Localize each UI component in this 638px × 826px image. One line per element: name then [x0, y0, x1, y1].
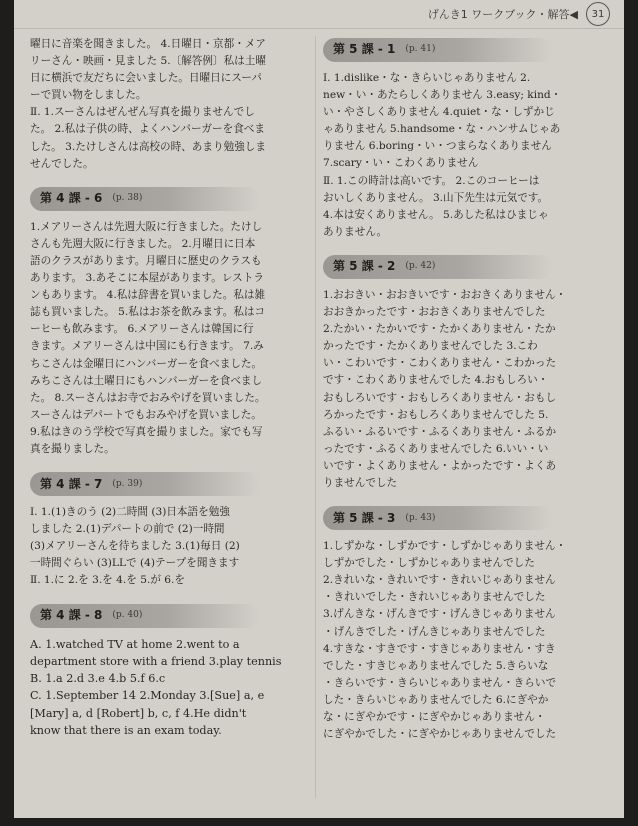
section-body-4-7 — [30, 504, 315, 589]
answer-line: おおきかったです・おおきくありませんでした — [323, 306, 546, 319]
answer-line: りませんでした — [323, 476, 398, 489]
answer-line: (3)メアリーさんを待ちました 3.(1)毎日 (2) — [30, 540, 240, 553]
section-header-4-8 — [30, 604, 260, 628]
section-header-4-6 — [30, 187, 260, 211]
answer-line: ・きれいでした・きれいじゃありませんでした — [323, 591, 546, 604]
answer-line: 7.scary・い・こわくありません — [323, 157, 479, 170]
answer-line: にぎやかでした・にぎやかじゃありませんでした — [323, 728, 557, 741]
column-divider — [315, 36, 316, 798]
answer-line: ちこさんは金曜日にハンバーガーを食べました。 — [30, 357, 263, 370]
answer-line: Ⅱ. 1.この時計は高いです。 2.このコーヒーは — [323, 174, 540, 187]
answer-line: department store with a friend 3.play tennis — [30, 654, 282, 668]
answer-line: ったです・ふるくありませんでした 6.いい・い — [323, 442, 549, 455]
page-number: 31 — [586, 2, 610, 26]
section-body-5-1 — [323, 70, 606, 241]
answer-line: 1.おおきい・おおきいです・おおきくありません・ — [323, 288, 567, 301]
answer-line: Ⅰ. 1.dislike・な・きらいじゃありません 2. — [323, 72, 531, 84]
answer-line: Ⅰ. 1.(1)きのう (2)二時間 (3)日本語を勉強 — [30, 506, 230, 519]
section-body-5-2 — [323, 287, 606, 492]
answer-line: C. 1.September 14 2.Monday 3.[Sue] a, e — [30, 689, 265, 703]
right-column — [323, 36, 606, 798]
answer-line: 2.きれいな・きれいです・きれいじゃありません — [323, 574, 556, 587]
answer-line: 1.メアリーさんは先週大阪に行きました。たけし — [30, 220, 263, 233]
section-title: 第 5 課 - 1 — [333, 42, 396, 57]
answer-line: ありません。 — [323, 225, 388, 238]
answer-line: ろかったです・おもしろくありませんでした 5. — [323, 408, 549, 421]
answer-line: 誌も買いました。 5.私はお茶を飲みます。私はコ — [30, 306, 266, 319]
section-header-5-3 — [323, 506, 553, 530]
answer-line: おもしろいです・おもしろくありません・おもし — [323, 391, 557, 404]
answer-line: おいしくありません。 3.山下先生は元気です。 — [323, 191, 549, 204]
section-body-5-3 — [323, 538, 606, 743]
left-column — [30, 36, 315, 798]
answer-line: さんも先週大阪に行きました。 2.月曜日に日本 — [30, 237, 256, 250]
answer-line: new・い・あたらしくありません 3.easy; kind・ — [323, 89, 562, 102]
section-page-ref: (p. 43) — [405, 512, 436, 523]
answer-line: みちこさんは土曜日にもハンバーガーを食べまし — [30, 374, 263, 387]
answer-line: 4.本は安くありません。 5.あした私はひまじゃ — [323, 208, 549, 221]
answer-line: [Mary] a, d [Robert] b, c, f 4.He didn't — [30, 706, 247, 720]
workbook-page — [14, 0, 624, 818]
answer-line: かったです・たかくありませんでした 3.こわ — [323, 340, 538, 353]
section-page-ref: (p. 39) — [112, 478, 143, 489]
section-page-ref: (p. 38) — [112, 193, 143, 204]
answer-line: あります。 3.あそこに本屋があります。レストラ — [30, 272, 264, 285]
answer-line: した。 3.たけしさんは高校の時、あまり勉強しま — [30, 140, 266, 153]
section-header-5-1 — [323, 38, 553, 62]
answer-line: 語のクラスがあります。月曜日に歴史のクラスも — [30, 254, 262, 267]
answer-line: A. 1.watched TV at home 2.went to a — [30, 637, 240, 651]
section-header-5-2 — [323, 255, 553, 279]
section-title: 第 4 課 - 6 — [40, 191, 103, 206]
section-header-4-7 — [30, 472, 260, 496]
section-title: 第 4 課 - 7 — [40, 476, 103, 491]
answer-line: know that there is an exam today. — [30, 724, 222, 738]
section-page-ref: (p. 42) — [405, 261, 436, 272]
answer-line: ・きらいです・きらいじゃありません・きらいで — [323, 676, 557, 689]
answer-line: た。 8.スーさんはお寺でおみやげを買いました。 — [30, 391, 266, 404]
section-title: 第 4 課 - 8 — [40, 607, 103, 622]
answer-line: ・げんきでした・げんきじゃありませんでした — [323, 625, 546, 638]
section-title: 第 5 課 - 2 — [333, 259, 396, 274]
answer-line: Ⅱ. 1.スーさんはぜんぜん写真を撮りませんでし — [30, 106, 255, 119]
answer-line: 4.すきな・すきです・すきじゃありません・すき — [323, 642, 556, 655]
answer-line: スーさんはデパートでもおみやげを買いました。 — [30, 408, 262, 421]
answer-line: 9.私はきのう学校で写真を撮りました。家でも写 — [30, 425, 263, 438]
answer-line: 曜日に音楽を聞きました。 4.日曜日・京都・メア — [30, 38, 266, 50]
answer-line: い・やさしくありません 4.quiet・な・しずかじ — [323, 106, 555, 119]
answer-line: ゃありません 5.handsome・な・ハンサムじゃあ — [323, 123, 561, 136]
answer-line: 真を撮りました。 — [30, 442, 115, 455]
intro-answers — [30, 36, 315, 173]
answer-line: い・こわいです・こわくありません・こわかった — [323, 357, 557, 370]
answer-line: な・にぎやかです・にぎやかじゃありません・ — [323, 711, 546, 723]
answer-line: 1.しずかな・しずかです・しずかじゃありません・ — [323, 540, 567, 553]
answer-line: 3.げんきな・げんきです・げんきじゃありません — [323, 608, 556, 621]
answer-line: ふるい・ふるいです・ふるくありません・ふるか — [323, 425, 557, 438]
answer-line: た。 2.私は子供の時、よくハンバーガーを食べま — [30, 123, 265, 136]
answer-line: しずかでした・しずかじゃありませんでした — [323, 557, 535, 570]
section-page-ref: (p. 40) — [112, 609, 143, 620]
answer-line: 一時間ぐらい (3)LLで (4)テープを聞きます — [30, 557, 240, 570]
answer-line: 2.たかい・たかいです・たかくありません・たか — [323, 323, 556, 336]
answer-line: した・きらいじゃありませんでした 6.にぎやか — [323, 693, 549, 706]
page-header — [428, 3, 610, 25]
answer-line: リーさん・映画・見ました 5.〔解答例〕私は土曜 — [30, 55, 266, 68]
answer-line: しました 2.(1)デパートの前で (2)一時間 — [30, 523, 225, 536]
answer-line: ーで買い物をしました。 — [30, 89, 147, 102]
answer-line: でした・すきじゃありませんでした 5.きらいな — [323, 659, 549, 672]
answer-line: ンもあります。 4.私は辞書を買いました。私は雑 — [30, 289, 266, 302]
answer-line: Ⅱ. 1.に 2.を 3.を 4.を 5.が 6.を — [30, 574, 185, 587]
section-page-ref: (p. 41) — [405, 44, 436, 55]
section-body-4-6 — [30, 219, 315, 458]
answer-line: 日に横浜で友だちに会いました。日曜日にスーパ — [30, 72, 263, 85]
answer-line: B. 1.a 2.d 3.e 4.b 5.f 6.c — [30, 672, 166, 686]
answer-line: ーヒーも飲みます。 6.メアリーさんは韓国に行 — [30, 323, 254, 336]
answer-line: です・こわくありませんでした 4.おもしろい・ — [323, 374, 549, 387]
answer-line: せんでした。 — [30, 157, 94, 170]
header-title: げんき1 ワークブック・解答◀ — [427, 8, 578, 21]
answer-line: りません 6.boring・い・つまらなくありません — [323, 140, 552, 153]
section-title: 第 5 課 - 3 — [333, 510, 396, 525]
answer-line: いです・よくありません・よかったです・よくあ — [323, 459, 557, 472]
section-body-4-8 — [30, 636, 315, 740]
answer-line: きます。メアリーさんは中国にも行きます。 7.み — [30, 340, 264, 353]
header-divider — [14, 28, 624, 29]
